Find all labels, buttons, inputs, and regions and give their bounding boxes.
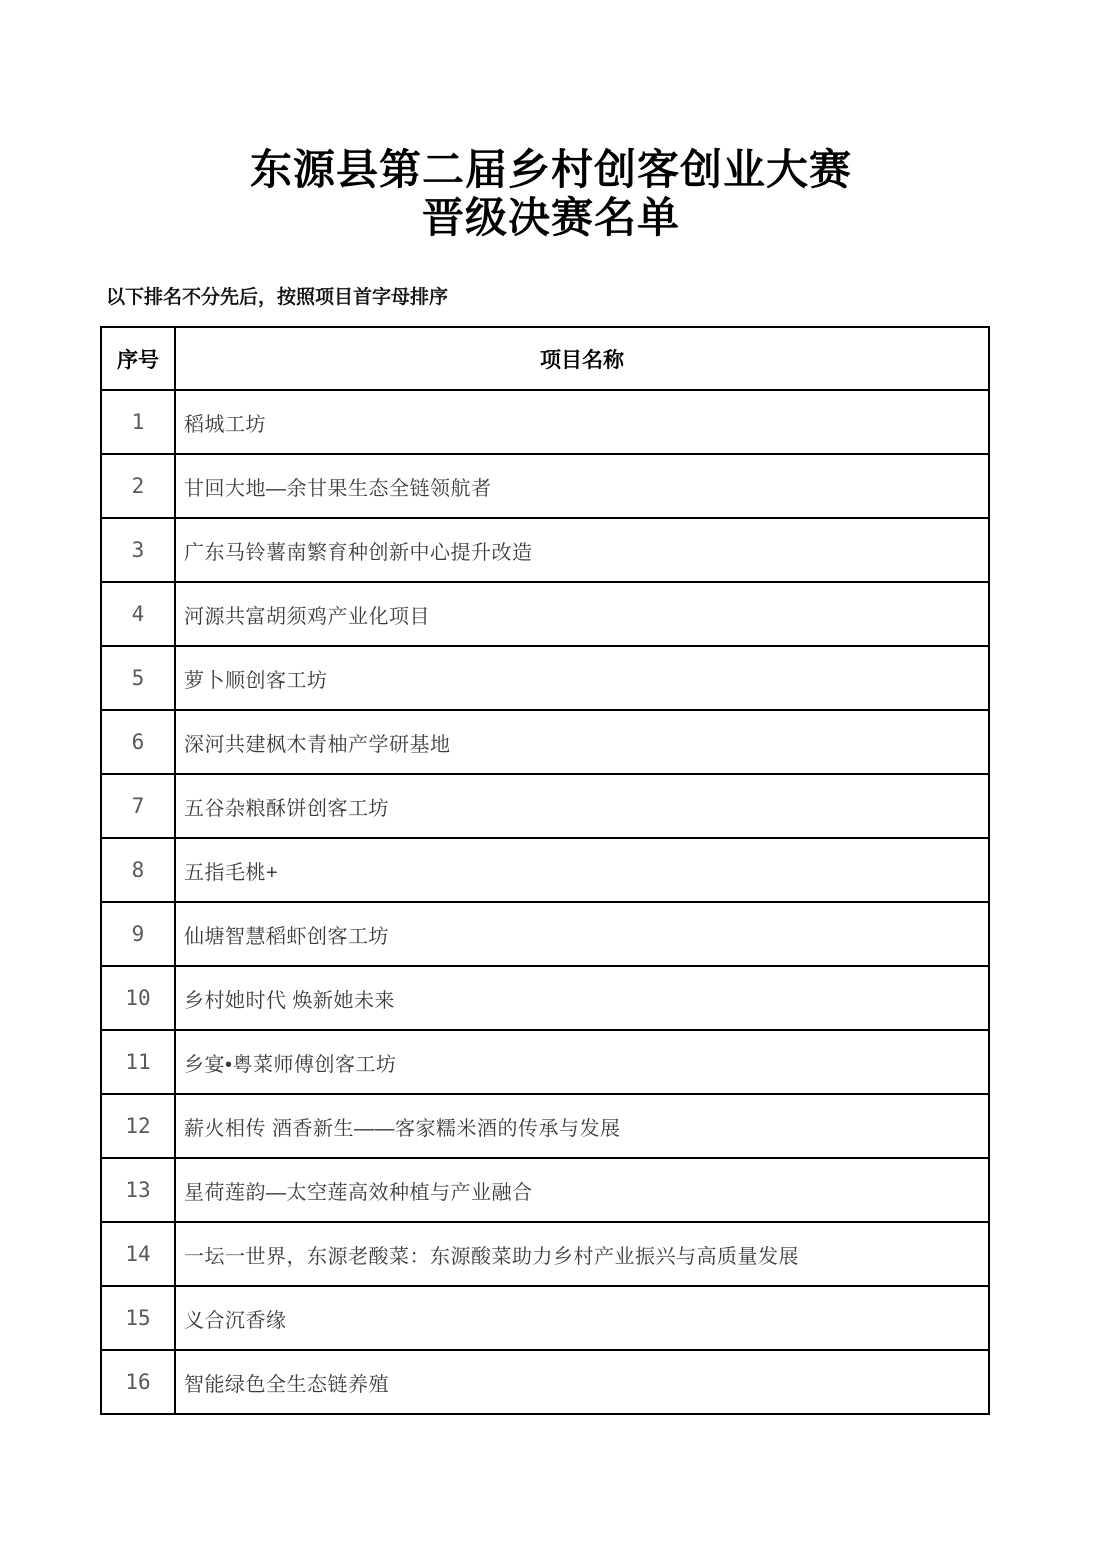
title-line-1: 东源县第二届乡村创客创业大赛 bbox=[249, 146, 852, 193]
project-name: 五谷杂粮酥饼创客工坊 bbox=[175, 774, 989, 838]
row-number: 15 bbox=[101, 1286, 175, 1350]
project-name: 仙塘智慧稻虾创客工坊 bbox=[175, 902, 989, 966]
row-number: 14 bbox=[101, 1222, 175, 1286]
project-name: 甘回大地—余甘果生态全链领航者 bbox=[175, 454, 989, 518]
table-row bbox=[101, 582, 989, 646]
row-number: 9 bbox=[101, 902, 175, 966]
header-project-name: 项目名称 bbox=[175, 327, 989, 390]
project-name: 萝卜顺创客工坊 bbox=[175, 646, 989, 710]
table-row bbox=[101, 1350, 989, 1414]
row-number: 16 bbox=[101, 1350, 175, 1414]
project-name: 深河共建枫木青柚产学研基地 bbox=[175, 710, 989, 774]
row-number: 13 bbox=[101, 1158, 175, 1222]
project-name: 五指毛桃+ bbox=[175, 838, 989, 902]
project-name: 一坛一世界，东源老酸菜：东源酸菜助力乡村产业振兴与高质量发展 bbox=[175, 1222, 989, 1286]
project-name: 稻城工坊 bbox=[175, 390, 989, 454]
row-number: 11 bbox=[101, 1030, 175, 1094]
row-number: 7 bbox=[101, 774, 175, 838]
row-number: 8 bbox=[101, 838, 175, 902]
title-line-2: 晋级决赛名单 bbox=[421, 194, 680, 241]
project-name: 薪火相传 酒香新生——客家糯米酒的传承与发展 bbox=[175, 1094, 989, 1158]
table-row bbox=[101, 1286, 989, 1350]
project-name: 广东马铃薯南繁育种创新中心提升改造 bbox=[175, 518, 989, 582]
row-number: 5 bbox=[101, 646, 175, 710]
project-name: 智能绿色全生态链养殖 bbox=[175, 1350, 989, 1414]
table-row bbox=[101, 710, 989, 774]
row-number: 4 bbox=[101, 582, 175, 646]
table-row bbox=[101, 966, 989, 1030]
header-index: 序号 bbox=[101, 327, 175, 390]
table-row bbox=[101, 1030, 989, 1094]
table-row bbox=[101, 518, 989, 582]
row-number: 2 bbox=[101, 454, 175, 518]
row-number: 6 bbox=[101, 710, 175, 774]
row-number: 1 bbox=[101, 390, 175, 454]
table-row bbox=[101, 902, 989, 966]
row-number: 10 bbox=[101, 966, 175, 1030]
table-row bbox=[101, 774, 989, 838]
project-name: 义合沉香缘 bbox=[175, 1286, 989, 1350]
finalists-table bbox=[100, 326, 990, 1415]
table-header-row bbox=[101, 327, 989, 390]
row-number: 3 bbox=[101, 518, 175, 582]
table-row bbox=[101, 390, 989, 454]
table-row bbox=[101, 454, 989, 518]
row-number: 12 bbox=[101, 1094, 175, 1158]
project-name: 乡宴•粤菜师傅创客工坊 bbox=[175, 1030, 989, 1094]
sorting-note: 以下排名不分先后，按照项目首字母排序 bbox=[106, 287, 449, 308]
table-row bbox=[101, 1222, 989, 1286]
table-row bbox=[101, 1158, 989, 1222]
table-row bbox=[101, 646, 989, 710]
project-name: 星荷莲韵—太空莲高效种植与产业融合 bbox=[175, 1158, 989, 1222]
document-title bbox=[0, 146, 1102, 242]
table-row bbox=[101, 838, 989, 902]
project-name: 乡村她时代 焕新她未来 bbox=[175, 966, 989, 1030]
project-name: 河源共富胡须鸡产业化项目 bbox=[175, 582, 989, 646]
table-row bbox=[101, 1094, 989, 1158]
